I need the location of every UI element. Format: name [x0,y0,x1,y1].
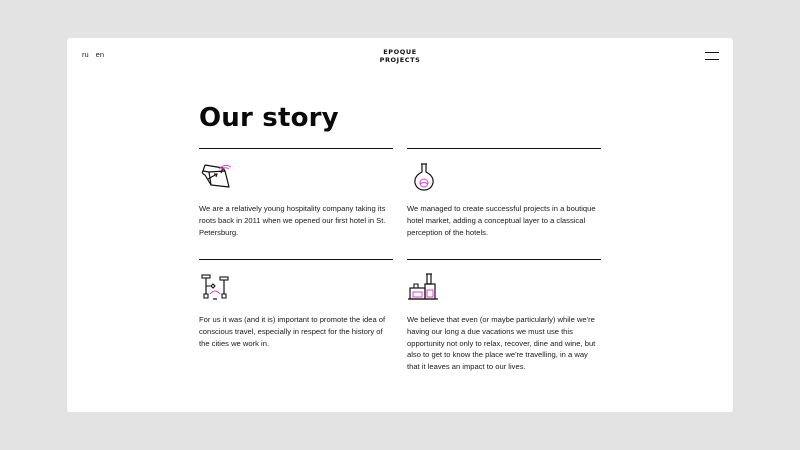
logo-line-1: EPOQUE [383,48,417,56]
map-scroll-icon [199,161,233,191]
signpost-icon [199,272,233,302]
main-card [67,38,733,412]
lang-en-link[interactable]: en [95,50,105,59]
page-title: Our story [199,103,339,133]
story-text: We believe that even (or maybe particularly) while we're having our long a due vacations we must use this opportunity not only to relax, recover, dine and wine, but also to get to know the place we're travelling, in a way that it leaves an impact to our lives. [407,315,596,372]
hamburger-menu-icon[interactable] [705,52,719,60]
story-item [199,148,393,237]
factory-icon [407,272,441,302]
lang-ru-link[interactable]: ru [82,50,89,59]
story-item [407,259,601,372]
story-item [199,259,393,348]
story-text: We are a relatively young hospitality company taking its roots back in 2011 when we opened our first hotel in St. Petersburg. [199,204,386,237]
story-text: We managed to create successful projects in a boutique hotel market, adding a conceptual layer to a classical perception of the hotels. [407,204,596,237]
site-logo[interactable] [67,49,733,64]
logo-line-2: PROJECTS [379,55,421,64]
story-item [407,148,601,237]
story-text: For us it was (and it is) important to promote the idea of conscious travel, especially in respect for the history of the cities we work in. [199,315,386,348]
menu-bar-top [705,52,719,53]
menu-bar-bottom [705,59,719,60]
flask-icon [407,161,441,191]
